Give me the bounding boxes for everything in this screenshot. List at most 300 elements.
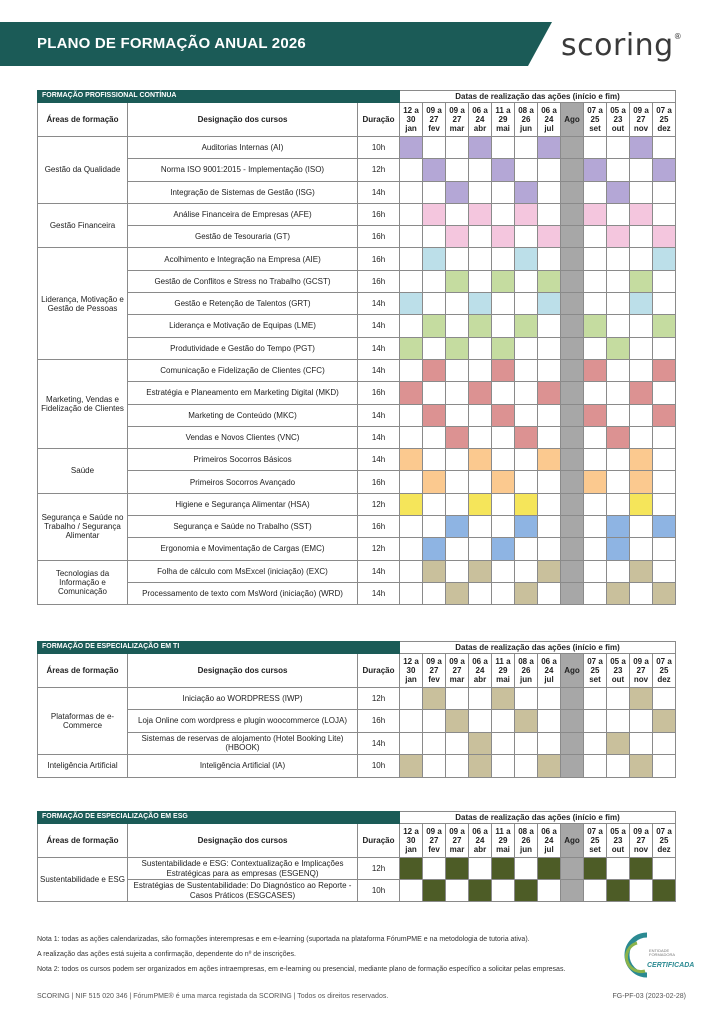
scheduled-session-cell <box>653 315 676 337</box>
schedule-cell <box>492 449 515 471</box>
note-1: Nota 1: todas as ações calendarizadas, são formações interempresas e em e-learning (suportada na plataforma FórumPME e na metodologia de tutoria ativa). <box>37 936 530 943</box>
schedule-cell <box>400 516 423 538</box>
plan-table <box>37 811 676 902</box>
schedule-cell <box>630 710 653 732</box>
date-part: set <box>589 845 601 855</box>
table-row <box>38 248 676 270</box>
schedule-cell <box>538 471 561 493</box>
date-part: 25 <box>659 835 669 845</box>
schedule-cell <box>423 337 446 359</box>
schedule-cell <box>538 159 561 181</box>
schedule-cell <box>515 270 538 292</box>
date-part: 24 <box>475 665 485 675</box>
date-part: 27 <box>452 114 462 124</box>
scheduled-session-cell <box>653 159 676 181</box>
schedule-cell <box>653 270 676 292</box>
area-cell: Liderança, Motivação e Gestão de Pessoas <box>38 248 128 359</box>
schedule-cell <box>653 755 676 777</box>
course-name: Marketing de Conteúdo (MKC) <box>128 404 358 426</box>
schedule-cell <box>423 293 446 315</box>
date-column-header <box>561 824 584 858</box>
schedule-cell <box>446 137 469 159</box>
date-part: 09 a <box>426 826 442 836</box>
course-duration: 14h <box>358 315 400 337</box>
date-column-header <box>515 103 538 137</box>
date-column-header <box>630 654 653 688</box>
schedule-cell <box>469 159 492 181</box>
date-part: 07 a <box>656 826 672 836</box>
course-duration: 12h <box>358 858 400 880</box>
scheduled-session-cell <box>492 337 515 359</box>
scheduled-session-cell <box>630 755 653 777</box>
course-duration: 12h <box>358 688 400 710</box>
date-part: 30 <box>406 835 416 845</box>
schedule-cell <box>515 293 538 315</box>
date-part: 26 <box>521 665 531 675</box>
schedule-cell <box>538 404 561 426</box>
col-header-course: Designação dos cursos <box>128 103 358 137</box>
date-column-header <box>492 654 515 688</box>
schedule-cell <box>400 688 423 710</box>
schedule-cell <box>584 516 607 538</box>
august-closed-cell <box>561 449 584 471</box>
august-closed-cell <box>561 315 584 337</box>
schedule-cell <box>423 582 446 604</box>
scheduled-session-cell <box>630 203 653 225</box>
scheduled-session-cell <box>630 449 653 471</box>
date-column-header <box>469 654 492 688</box>
date-part: 29 <box>498 835 508 845</box>
date-part: jun <box>520 124 532 134</box>
august-closed-cell <box>561 270 584 292</box>
schedule-cell <box>400 582 423 604</box>
schedule-cell <box>515 858 538 880</box>
date-column-header <box>561 103 584 137</box>
date-part: 25 <box>590 114 600 124</box>
table-row <box>38 688 676 710</box>
scheduled-session-cell <box>469 560 492 582</box>
schedule-cell <box>400 880 423 902</box>
schedule-cell <box>584 449 607 471</box>
date-part: 09 a <box>633 826 649 836</box>
schedule-cell <box>607 449 630 471</box>
course-name: Vendas e Novos Clientes (VNC) <box>128 426 358 448</box>
date-part: 12 a <box>403 826 419 836</box>
date-column-header <box>538 654 561 688</box>
schedule-cell <box>446 471 469 493</box>
schedule-cell <box>423 493 446 515</box>
area-cell: Segurança e Saúde no Trabalho / Segurança Alimentar <box>38 493 128 560</box>
table-row <box>38 359 676 381</box>
date-part: 07 a <box>587 105 603 115</box>
certified-entity-seal <box>619 931 695 979</box>
schedule-cell <box>538 732 561 754</box>
scheduled-session-cell <box>446 426 469 448</box>
date-part: 23 <box>613 835 623 845</box>
scheduled-session-cell <box>630 858 653 880</box>
schedule-cell <box>538 493 561 515</box>
date-part: set <box>589 124 601 134</box>
table-row <box>38 560 676 582</box>
schedule-cell <box>400 538 423 560</box>
date-part: jul <box>544 124 554 134</box>
scheduled-session-cell <box>630 137 653 159</box>
schedule-cell <box>492 582 515 604</box>
schedule-cell <box>584 880 607 902</box>
scheduled-session-cell <box>446 270 469 292</box>
scheduled-session-cell <box>446 858 469 880</box>
schedule-cell <box>653 181 676 203</box>
schedule-cell <box>607 315 630 337</box>
course-duration: 16h <box>358 270 400 292</box>
date-part: 27 <box>636 665 646 675</box>
scheduled-session-cell <box>584 315 607 337</box>
date-part: 06 a <box>472 826 488 836</box>
august-closed-cell <box>561 203 584 225</box>
date-part: 05 a <box>610 826 626 836</box>
area-cell: Marketing, Vendas e Fidelização de Clientes <box>38 359 128 448</box>
scheduled-session-cell <box>607 337 630 359</box>
date-part: fev <box>428 124 440 134</box>
schedule-cell <box>607 471 630 493</box>
schedule-cell <box>400 732 423 754</box>
scheduled-session-cell <box>469 203 492 225</box>
august-closed-cell <box>561 516 584 538</box>
course-name: Folha de cálculo com MsExcel (iniciação) (EXC) <box>128 560 358 582</box>
schedule-cell <box>653 293 676 315</box>
august-closed-cell <box>561 426 584 448</box>
date-column-header <box>584 103 607 137</box>
schedule-cell <box>446 449 469 471</box>
course-duration: 10h <box>358 137 400 159</box>
course-name: Gestão de Tesouraria (GT) <box>128 226 358 248</box>
schedule-cell <box>446 880 469 902</box>
schedule-cell <box>423 710 446 732</box>
schedule-cell <box>630 315 653 337</box>
table-row <box>38 449 676 471</box>
schedule-cell <box>515 404 538 426</box>
date-column-header <box>446 103 469 137</box>
scheduled-session-cell <box>423 359 446 381</box>
course-name: Primeiros Socorros Básicos <box>128 449 358 471</box>
scheduled-session-cell <box>515 880 538 902</box>
schedule-cell <box>469 226 492 248</box>
date-column-header <box>607 103 630 137</box>
note-2: Nota 2: todos os cursos podem ser organizados em ações intraempresas, em e-learning ou presencial, mediante plano de formação específico a solicitar pelas empresas. <box>37 966 566 973</box>
date-part: 07 a <box>656 656 672 666</box>
table-row <box>38 270 676 292</box>
date-part: jan <box>405 845 417 855</box>
date-part: 05 a <box>610 656 626 666</box>
schedule-cell <box>584 337 607 359</box>
logo-registered-mark: ® <box>673 32 683 41</box>
table-row <box>38 203 676 225</box>
schedule-cell <box>538 181 561 203</box>
date-part: 23 <box>613 114 623 124</box>
date-part: nov <box>633 845 649 855</box>
date-part: 27 <box>636 835 646 845</box>
scheduled-session-cell <box>607 582 630 604</box>
scheduled-session-cell <box>538 293 561 315</box>
col-header-course: Designação dos cursos <box>128 654 358 688</box>
scheduled-session-cell <box>584 858 607 880</box>
schedule-cell <box>630 426 653 448</box>
scheduled-session-cell <box>423 538 446 560</box>
date-column-header <box>584 824 607 858</box>
date-column-header <box>423 654 446 688</box>
col-header-area: Áreas de formação <box>38 824 128 858</box>
table-row <box>38 471 676 493</box>
date-part: 25 <box>590 665 600 675</box>
schedule-cell <box>492 560 515 582</box>
schedule-cell <box>400 270 423 292</box>
course-duration: 14h <box>358 732 400 754</box>
date-part: dez <box>657 845 671 855</box>
schedule-cell <box>607 710 630 732</box>
table-row <box>38 181 676 203</box>
date-column-header <box>653 824 676 858</box>
scheduled-session-cell <box>469 732 492 754</box>
schedule-cell <box>492 382 515 404</box>
date-part: 11 a <box>495 656 511 666</box>
scheduled-session-cell <box>446 516 469 538</box>
date-part: dez <box>657 124 671 134</box>
schedule-cell <box>492 426 515 448</box>
scheduled-session-cell <box>630 493 653 515</box>
schedule-cell <box>515 359 538 381</box>
course-name: Liderança e Motivação de Equipas (LME) <box>128 315 358 337</box>
schedule-cell <box>400 203 423 225</box>
scheduled-session-cell <box>607 181 630 203</box>
scheduled-session-cell <box>469 449 492 471</box>
schedule-cell <box>492 755 515 777</box>
date-part: jul <box>544 675 554 685</box>
date-part: 25 <box>659 114 669 124</box>
col-header-duration: Duração <box>358 824 400 858</box>
table-row <box>38 493 676 515</box>
date-part: 11 a <box>495 105 511 115</box>
date-part: mar <box>449 675 465 685</box>
scheduled-session-cell <box>469 137 492 159</box>
scheduled-session-cell <box>653 248 676 270</box>
date-part: 06 a <box>472 656 488 666</box>
scheduled-session-cell <box>492 404 515 426</box>
schedule-cell <box>653 858 676 880</box>
schedule-cell <box>400 404 423 426</box>
course-duration: 14h <box>358 404 400 426</box>
date-column-header <box>423 103 446 137</box>
schedule-cell <box>630 248 653 270</box>
schedule-cell <box>584 426 607 448</box>
scheduled-session-cell <box>538 449 561 471</box>
scheduled-session-cell <box>630 688 653 710</box>
schedule-cell <box>446 404 469 426</box>
date-column-header <box>561 654 584 688</box>
section-title: FORMAÇÃO DE ESPECIALIZAÇÃO EM ESG <box>38 812 400 824</box>
table-row <box>38 710 676 732</box>
course-duration: 16h <box>358 226 400 248</box>
schedule-cell <box>446 755 469 777</box>
course-duration: 10h <box>358 880 400 902</box>
schedule-cell <box>653 337 676 359</box>
scheduled-session-cell <box>653 710 676 732</box>
august-closed-cell <box>561 732 584 754</box>
course-duration: 16h <box>358 248 400 270</box>
course-name: Ergonomia e Movimentação de Cargas (EMC) <box>128 538 358 560</box>
section-title: FORMAÇÃO DE ESPECIALIZAÇÃO EM TI <box>38 642 400 654</box>
schedule-cell <box>515 159 538 181</box>
date-column-header <box>630 103 653 137</box>
scheduled-session-cell <box>400 449 423 471</box>
schedule-cell <box>607 493 630 515</box>
schedule-cell <box>423 449 446 471</box>
scheduled-session-cell <box>538 137 561 159</box>
scheduled-session-cell <box>492 359 515 381</box>
date-part: 29 <box>498 665 508 675</box>
col-header-duration: Duração <box>358 103 400 137</box>
course-name: Análise Financeira de Empresas (AFE) <box>128 203 358 225</box>
schedule-cell <box>515 449 538 471</box>
august-closed-cell <box>561 858 584 880</box>
logo-text: scoring <box>561 28 674 63</box>
schedule-cell <box>584 755 607 777</box>
date-part: 06 a <box>541 105 557 115</box>
date-part: out <box>611 675 625 685</box>
course-name: Gestão e Retenção de Talentos (GRT) <box>128 293 358 315</box>
august-closed-cell <box>561 337 584 359</box>
scheduled-session-cell <box>607 538 630 560</box>
schedule-cell <box>538 248 561 270</box>
table-row <box>38 880 676 902</box>
table-row <box>38 538 676 560</box>
date-part: 27 <box>429 835 439 845</box>
scheduled-session-cell <box>538 560 561 582</box>
schedule-cell <box>607 159 630 181</box>
date-column-header <box>538 824 561 858</box>
scheduled-session-cell <box>515 493 538 515</box>
scheduled-session-cell <box>584 404 607 426</box>
date-part: 27 <box>429 665 439 675</box>
schedule-cell <box>446 732 469 754</box>
scheduled-session-cell <box>538 382 561 404</box>
schedule-cell <box>584 538 607 560</box>
august-closed-cell <box>561 710 584 732</box>
scheduled-session-cell <box>584 359 607 381</box>
scheduled-session-cell <box>584 471 607 493</box>
date-column-header <box>400 654 423 688</box>
table-row <box>38 315 676 337</box>
schedule-cell <box>630 582 653 604</box>
scheduled-session-cell <box>630 382 653 404</box>
schedule-cell <box>584 688 607 710</box>
schedule-cell <box>492 516 515 538</box>
schedule-cell <box>423 270 446 292</box>
schedule-cell <box>538 426 561 448</box>
dates-header: Datas de realização das ações (início e fim) <box>400 642 676 654</box>
schedule-cell <box>469 688 492 710</box>
date-part: set <box>589 675 601 685</box>
schedule-cell <box>400 426 423 448</box>
date-part: nov <box>633 124 649 134</box>
date-part: dez <box>657 675 671 685</box>
date-part: abr <box>473 675 487 685</box>
scheduled-session-cell <box>492 858 515 880</box>
schedule-cell <box>538 538 561 560</box>
course-duration: 16h <box>358 516 400 538</box>
scheduled-session-cell <box>446 337 469 359</box>
schedule-cell <box>538 203 561 225</box>
date-part: Ago <box>564 835 580 845</box>
schedule-cell <box>492 293 515 315</box>
scheduled-session-cell <box>515 315 538 337</box>
date-part: 24 <box>544 835 554 845</box>
course-name: Auditorias Internas (AI) <box>128 137 358 159</box>
table-row <box>38 426 676 448</box>
schedule-cell <box>584 493 607 515</box>
august-closed-cell <box>561 582 584 604</box>
scheduled-session-cell <box>469 493 492 515</box>
scheduled-session-cell <box>423 688 446 710</box>
date-part: 09 a <box>426 656 442 666</box>
notes <box>37 936 597 981</box>
schedule-cell <box>584 710 607 732</box>
date-column-header <box>630 824 653 858</box>
schedule-cell <box>653 493 676 515</box>
schedule-cell <box>630 516 653 538</box>
scheduled-session-cell <box>515 710 538 732</box>
scheduled-session-cell <box>607 426 630 448</box>
date-part: out <box>611 124 625 134</box>
august-closed-cell <box>561 493 584 515</box>
course-duration: 14h <box>358 293 400 315</box>
schedule-cell <box>607 248 630 270</box>
table-row <box>38 404 676 426</box>
schedule-cell <box>400 181 423 203</box>
date-part: 27 <box>429 114 439 124</box>
schedule-cell <box>607 858 630 880</box>
schedule-cell <box>630 732 653 754</box>
scheduled-session-cell <box>630 293 653 315</box>
table-row <box>38 732 676 754</box>
table-row <box>38 137 676 159</box>
schedule-cell <box>630 880 653 902</box>
scheduled-session-cell <box>423 315 446 337</box>
course-duration: 16h <box>358 203 400 225</box>
schedule-cell <box>607 137 630 159</box>
schedule-cell <box>607 404 630 426</box>
date-part: 09 a <box>633 105 649 115</box>
schedule-cell <box>653 203 676 225</box>
date-part: mar <box>449 124 465 134</box>
course-duration: 14h <box>358 426 400 448</box>
date-column-header <box>423 824 446 858</box>
date-column-header <box>492 103 515 137</box>
schedule-cell <box>423 137 446 159</box>
footer-copyright: SCORING | NIF 515 020 346 | FórumPME® é uma marca registada da SCORING | Todos os direitos reservados. <box>37 993 389 1000</box>
area-cell: Tecnologias da Informação e Comunicação <box>38 560 128 605</box>
scheduled-session-cell <box>400 493 423 515</box>
plan-table <box>37 90 676 605</box>
date-part: 27 <box>636 114 646 124</box>
august-closed-cell <box>561 755 584 777</box>
date-part: 07 a <box>656 105 672 115</box>
schedule-cell <box>423 181 446 203</box>
schedule-cell <box>446 493 469 515</box>
date-part: jan <box>405 124 417 134</box>
course-name: Processamento de texto com MsWord (iniciação) (WRD) <box>128 582 358 604</box>
august-closed-cell <box>561 880 584 902</box>
august-closed-cell <box>561 382 584 404</box>
